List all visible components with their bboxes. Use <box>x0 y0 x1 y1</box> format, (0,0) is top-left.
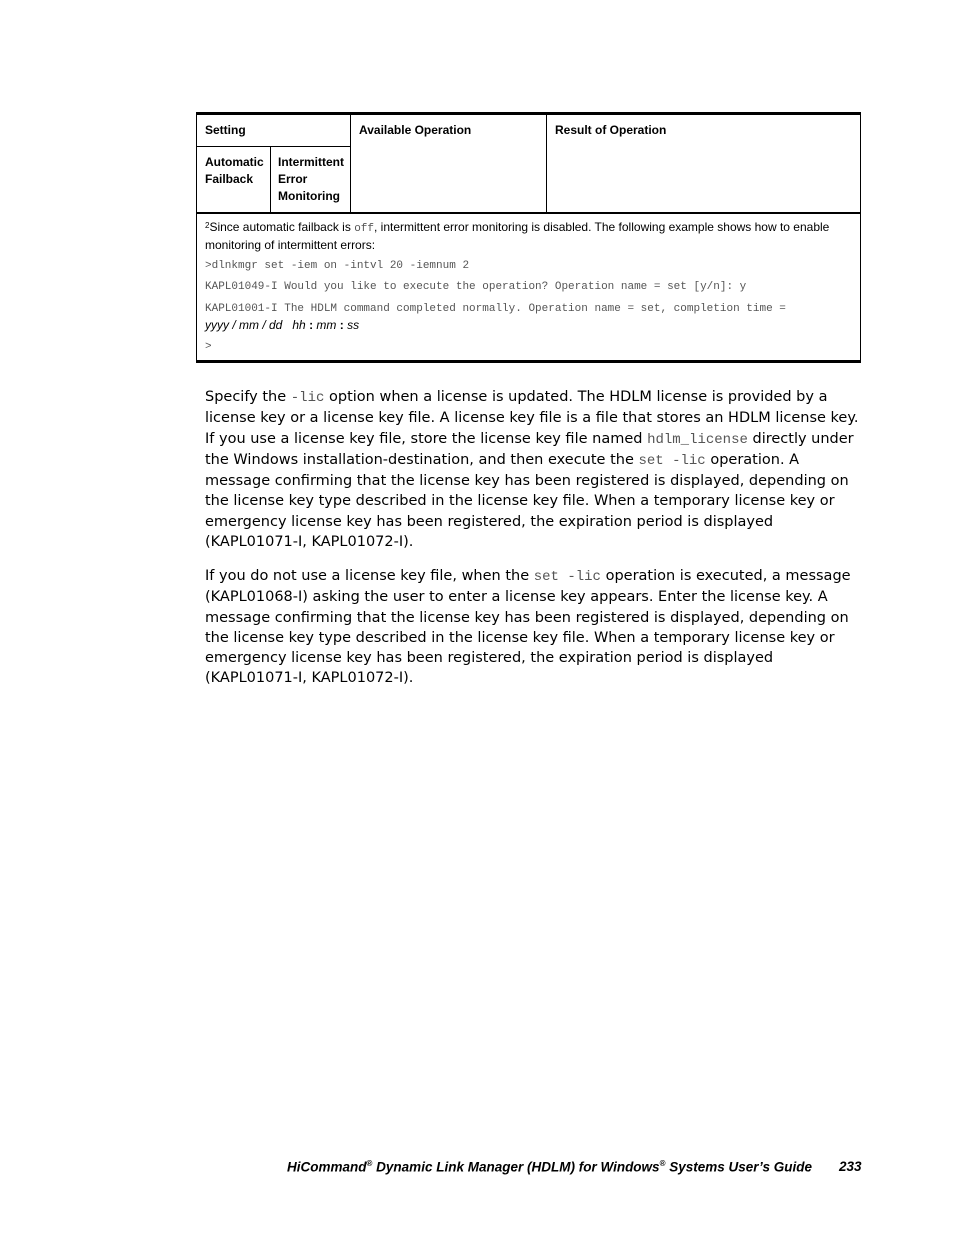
p2-text-2: operation is executed, a message (KAPL01068-I) asking the user to enter a license key appears. Enter the license key. A message confirming that the license key has been registered is displayed, depending on the license key type described in the license key file. When a temporary license key or emergency license key has been registered, the expiration period is displayed (KAPL01071-I, KAPL01072-I). <box>205 568 851 687</box>
header-available-operation: Available Operation <box>359 123 472 137</box>
footnote-text-before: Since automatic failback is <box>209 220 355 234</box>
timestamp-ss: ss <box>347 318 360 332</box>
command-line-2: KAPL01049-I Would you like to execute the operation? Operation name = set [y/n]: y <box>205 281 747 293</box>
table-subcol-divider <box>270 146 271 213</box>
footnote-text-after: , intermittent error monitoring is disabled. The following example shows how to enable monitoring of intermittent errors: <box>205 220 830 252</box>
p1-text-2: option when a license is updated. The HDLM license is provided by a license key or a license key file. A license key file is a file that stores an HDLM license key. If you use a license key file, store the license key file named <box>205 389 859 447</box>
timestamp-mm: mm <box>316 318 337 332</box>
p1-text-1: Specify the <box>205 389 291 405</box>
p2-text-1: If you do not use a license key file, when the <box>205 568 534 584</box>
p1-text-3: directly under the Windows installation-destination, and then execute the <box>205 430 854 468</box>
header-setting: Setting <box>205 123 246 137</box>
footnote-code: off <box>354 223 374 235</box>
page-number: 233 <box>839 1159 862 1174</box>
table-left-border <box>196 115 197 360</box>
footer-title-part1: HiCommand <box>287 1159 367 1175</box>
footer-reg-mark-1: ® <box>366 1159 373 1168</box>
subheader-automatic-failback-line2: Failback <box>205 172 254 186</box>
command-line-3: KAPL01001-I The HDLM command completed normally. Operation name = set, completion time = <box>205 303 786 315</box>
subheader-intermittent-line3: Monitoring <box>278 189 340 203</box>
p2-code-set-lic: set -lic <box>533 569 601 585</box>
footnote-number: 2 <box>205 221 210 230</box>
table-footnote <box>205 219 845 253</box>
table-bottom-rule <box>196 360 861 363</box>
header-bottom-rule <box>196 212 861 214</box>
table-col-divider-1 <box>350 115 351 213</box>
table-top-rule <box>196 112 861 115</box>
subheader-intermittent-line1: Intermittent <box>278 155 344 169</box>
command-prompt: > <box>205 341 212 353</box>
p1-code-set-lic: set -lic <box>638 452 706 469</box>
table-col-divider-2 <box>546 115 547 213</box>
subheader-automatic-failback <box>205 154 264 188</box>
timestamp-hh: hh <box>292 318 306 332</box>
table-right-border <box>860 115 861 360</box>
subheader-intermittent-error-monitoring <box>278 154 344 205</box>
footer-title-part2: Dynamic Link Manager (HDLM) for Windows <box>372 1159 660 1175</box>
p1-code-hdlm-license: hdlm_license <box>647 431 748 448</box>
footer-title-part3: Systems User’s Guide <box>665 1159 813 1175</box>
footer-reg-mark-2: ® <box>659 1159 666 1168</box>
paragraph-license-update <box>205 387 865 552</box>
footer-title <box>287 1159 812 1175</box>
command-line-1: >dlnkmgr set -iem on -intvl 20 -iemnum 2 <box>205 260 470 272</box>
paragraph-no-license-file <box>205 566 865 689</box>
p1-text-4: operation. A message confirming that the license key has been registered is displayed, depending on the license key type described in the license key file. When a temporary license key or emergency license key has been registered, the expiration period is displayed (KAPL01071-I, KAPL01072-I). <box>205 451 849 551</box>
p1-code-lic: -lic <box>290 390 325 406</box>
subheader-intermittent-line2: Error <box>278 172 308 186</box>
completion-timestamp <box>205 317 359 333</box>
timestamp-colon-2: : <box>339 318 344 332</box>
timestamp-colon-1: : <box>309 318 314 332</box>
header-result-of-operation: Result of Operation <box>555 123 667 137</box>
subheader-automatic-failback-line1: Automatic <box>205 155 264 169</box>
timestamp-date: yyyy / mm / dd <box>205 318 283 332</box>
setting-sub-rule <box>196 146 350 147</box>
